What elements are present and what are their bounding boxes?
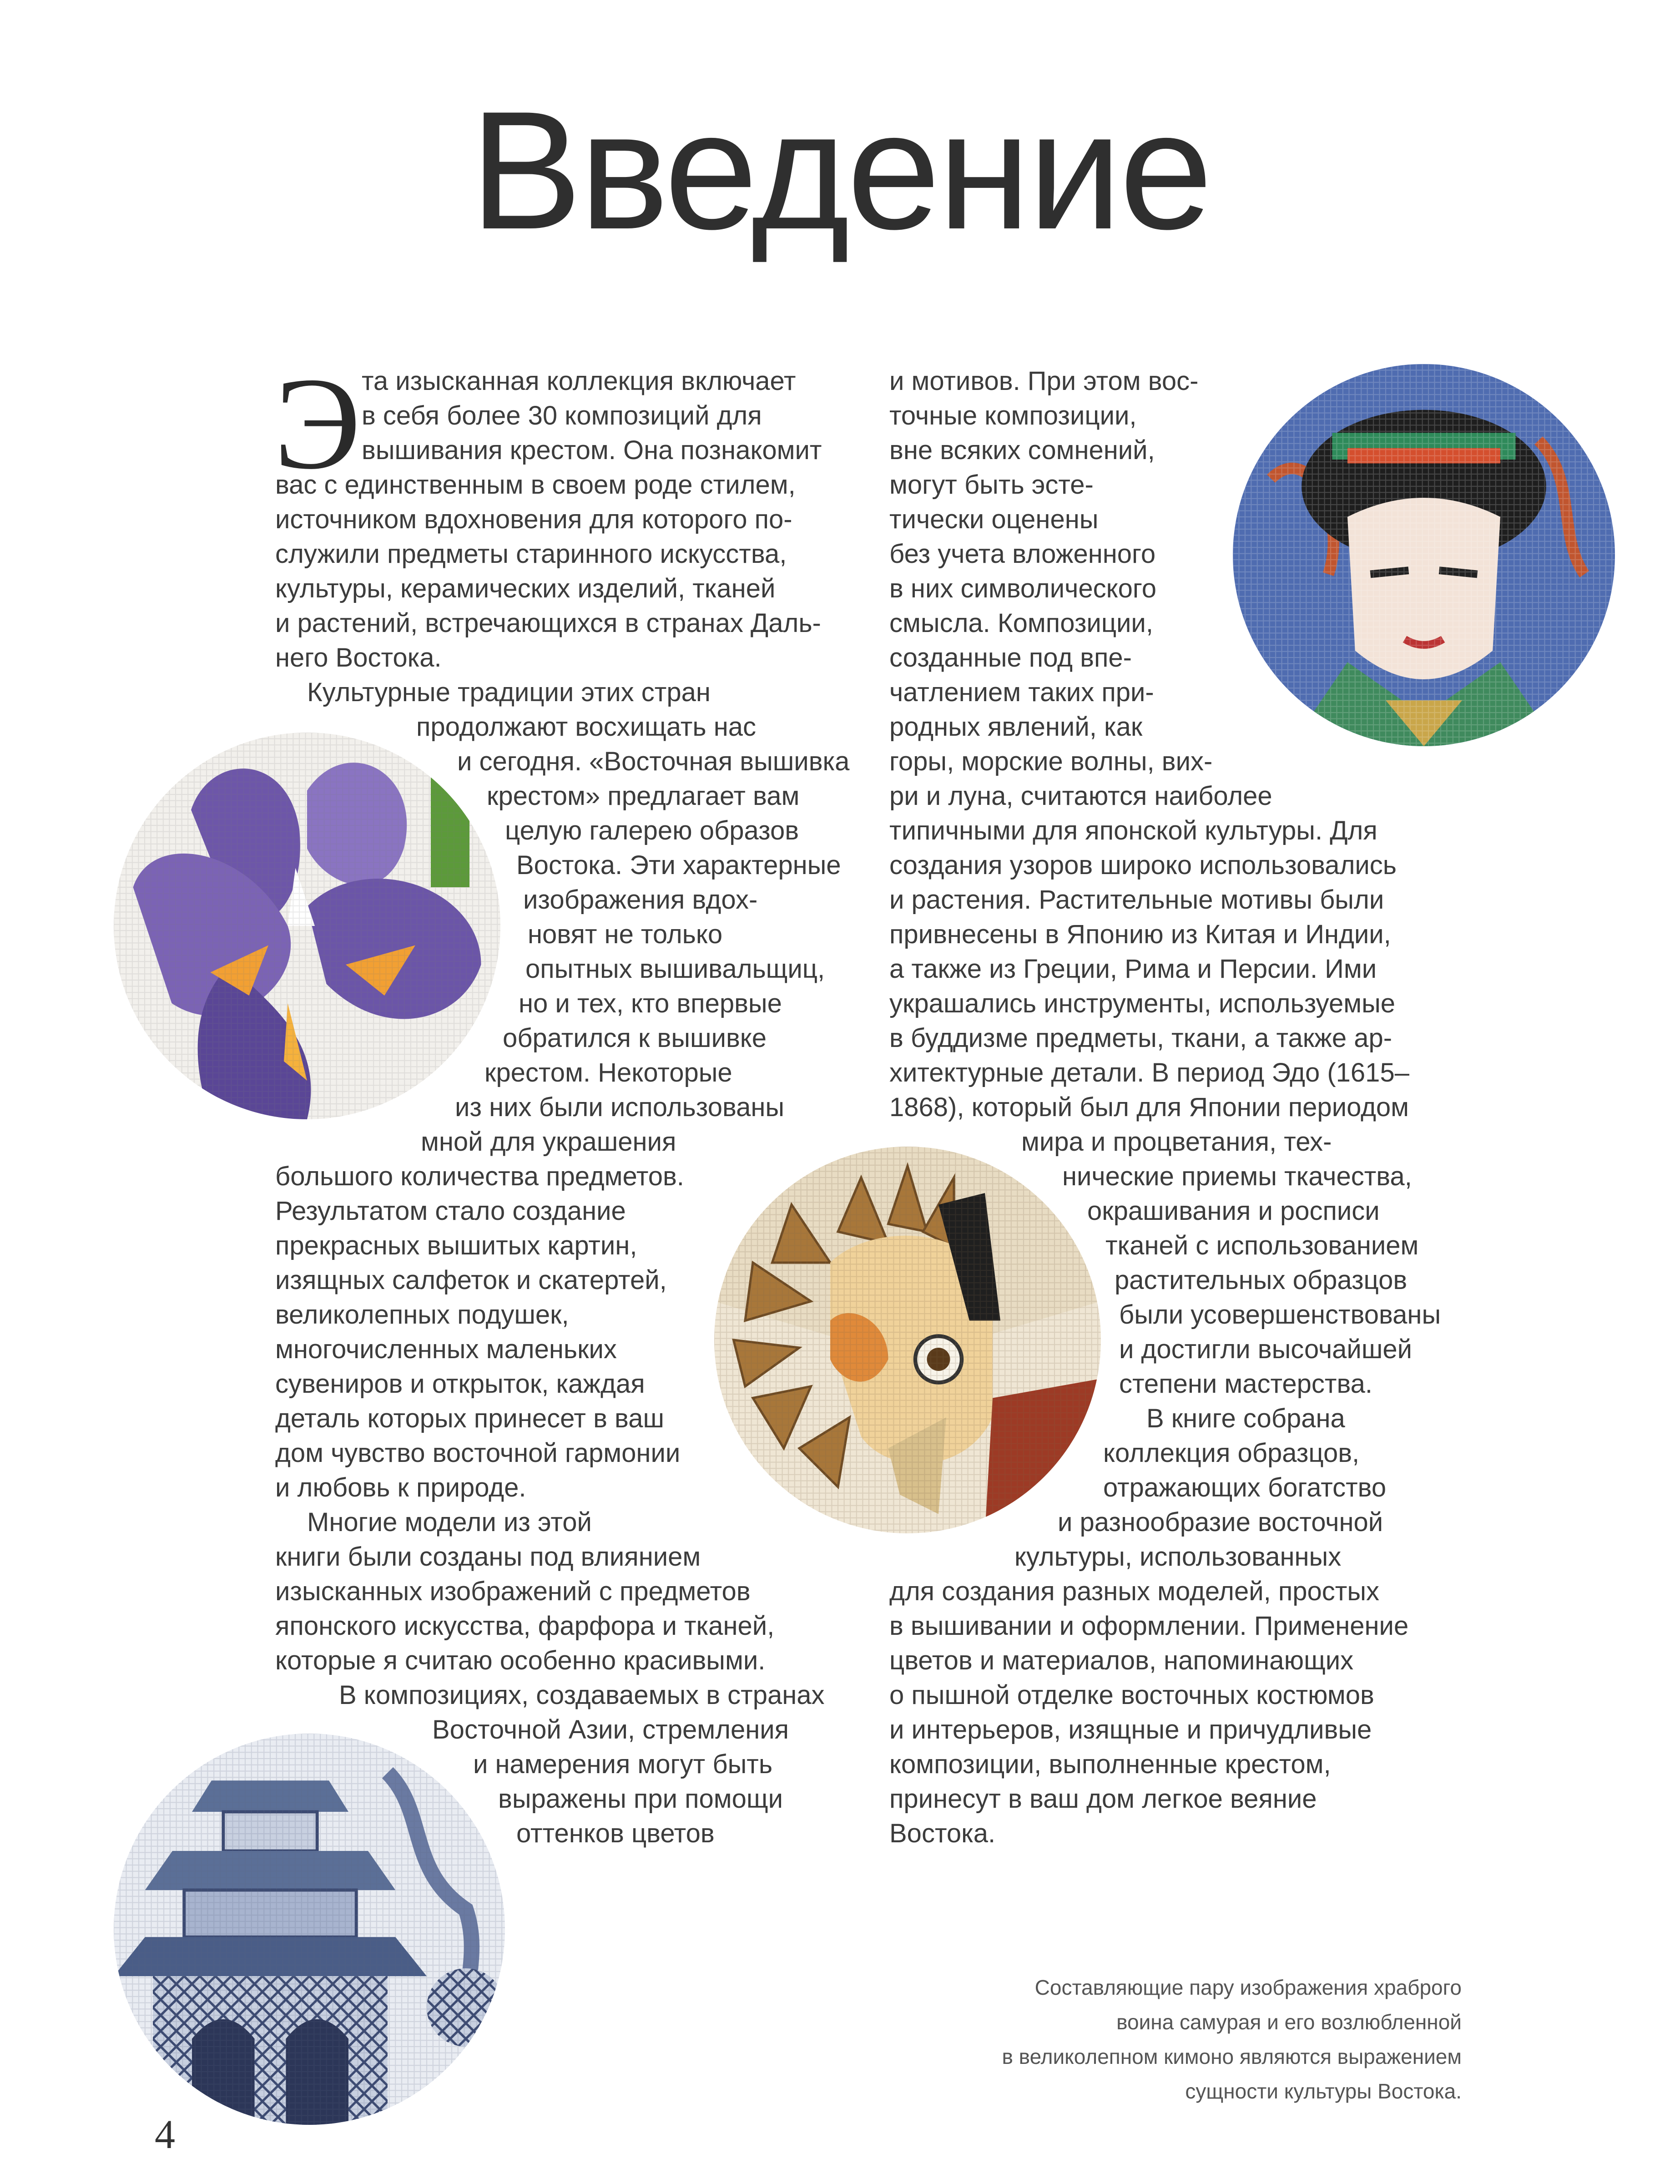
text-line: для создания разных моделей, простых xyxy=(889,1577,1380,1606)
text-line: и сегодня. «Восточная вышивка xyxy=(457,747,850,776)
text-line: нические приемы ткачества, xyxy=(1062,1162,1412,1191)
text-line: крестом. Некоторые xyxy=(484,1058,732,1087)
text-line: и интерьеров, изящные и причудливые xyxy=(889,1715,1372,1744)
text-line: композиции, выполненные крестом, xyxy=(889,1749,1331,1779)
page-number: 4 xyxy=(155,2112,175,2157)
text-line: выражены при помощи xyxy=(498,1784,783,1814)
image-caption xyxy=(893,1970,1462,2108)
text-line: окрашивания и росписи xyxy=(1087,1196,1380,1226)
text-line: вас с единственным в своем роде стилем, xyxy=(275,470,796,500)
text-line: которые я считаю особенно красивыми. xyxy=(275,1646,766,1675)
text-line: и мотивов. При этом вос- xyxy=(889,366,1199,396)
text-line: коллекция образцов, xyxy=(1103,1438,1360,1468)
drop-cap: Э xyxy=(274,350,361,496)
text-line: мной для украшения xyxy=(421,1127,676,1157)
text-line: вышивания крестом. Она познакомит xyxy=(362,435,822,465)
text-line: 1868), который был для Японии периодом xyxy=(889,1092,1409,1122)
text-line: в буддизме предметы, ткани, а также ар- xyxy=(889,1023,1392,1053)
text-line: цветов и материалов, напоминающих xyxy=(889,1646,1354,1675)
text-line: культуры, использованных xyxy=(1014,1542,1342,1572)
caption-line: воина самурая и его возлюбленной xyxy=(1116,2010,1462,2034)
text-line: обратился к вышивке xyxy=(503,1023,767,1053)
pagoda-embroidery-image xyxy=(114,1734,505,2125)
text-line: смысла. Композиции, xyxy=(889,608,1153,638)
text-line: источником вдохновения для которого по- xyxy=(275,505,792,534)
text-line: изображения вдох- xyxy=(523,885,758,915)
text-line: продолжают восхищать нас xyxy=(416,712,756,742)
text-line: типичными для японской культуры. Для xyxy=(889,816,1377,845)
text-line: без учета вложенного xyxy=(889,539,1156,569)
text-line: книги были созданы под влиянием xyxy=(275,1542,701,1572)
text-line: и любовь к природе. xyxy=(275,1473,526,1502)
text-line: культуры, керамических изделий, тканей xyxy=(275,574,776,603)
iris-embroidery-image xyxy=(114,733,500,1119)
text-line: та изысканная коллекция включает xyxy=(362,366,796,396)
text-line: вне всяких сомнений, xyxy=(889,435,1155,465)
text-line: отражающих богатство xyxy=(1103,1473,1387,1502)
text-line: японского искусства, фарфора и тканей, xyxy=(275,1611,775,1641)
text-line: изящных салфеток и скатертей, xyxy=(275,1265,667,1295)
text-line: тически оценены xyxy=(889,505,1099,534)
text-line: мира и процветания, тех- xyxy=(1021,1127,1332,1157)
text-line: служили предметы старинного искусства, xyxy=(275,539,787,569)
text-line: принесут в ваш дом легкое веяние xyxy=(889,1784,1317,1814)
text-line: украшались инструменты, используемые xyxy=(889,989,1396,1018)
text-line: точные композиции, xyxy=(889,401,1137,430)
text-line: и растения. Растительные мотивы были xyxy=(889,885,1384,915)
text-line: из них были использованы xyxy=(455,1092,785,1122)
text-line: а также из Греции, Рима и Персии. Ими xyxy=(889,954,1377,984)
text-line: родных явлений, как xyxy=(889,712,1143,742)
text-line: о пышной отделке восточных костюмов xyxy=(889,1680,1374,1710)
text-line: были усовершенствованы xyxy=(1119,1300,1441,1330)
text-line: могут быть эсте- xyxy=(889,470,1094,500)
text-line: и растений, встречающихся в странах Даль- xyxy=(275,608,821,638)
text-line: Востока. Эти характерные xyxy=(516,850,841,880)
text-line: в них символического xyxy=(889,574,1157,603)
text-line: хитектурные детали. В период Эдо (1615– xyxy=(889,1058,1409,1087)
text-line: В книге собрана xyxy=(1146,1404,1345,1433)
samurai-embroidery-image xyxy=(714,1147,1101,1533)
text-line: Восточной Азии, стремления xyxy=(432,1715,789,1744)
text-line: сувениров и открыток, каждая xyxy=(275,1369,645,1399)
text-line: тканей с использованием xyxy=(1105,1231,1419,1260)
text-line: него Востока. xyxy=(275,643,442,672)
text-line: Многие модели из этой xyxy=(307,1507,592,1537)
text-line: ри и луна, считаются наиболее xyxy=(889,781,1272,811)
text-line: в вышивании и оформлении. Применение xyxy=(889,1611,1409,1641)
caption-line: Составляющие пару изображения храброго xyxy=(1034,1976,1462,1999)
text-line: горы, морские волны, вих- xyxy=(889,747,1213,776)
text-line: изысканных изображений с предметов xyxy=(275,1577,751,1606)
text-line: степени мастерства. xyxy=(1119,1369,1373,1399)
text-line: оттенков цветов xyxy=(516,1819,715,1848)
text-line: Результатом стало создание xyxy=(275,1196,626,1226)
text-line: и намерения могут быть xyxy=(473,1749,773,1779)
text-line: Востока. xyxy=(889,1819,996,1848)
text-line: многочисленных маленьких xyxy=(275,1335,617,1364)
text-line: большого количества предметов. xyxy=(275,1162,684,1191)
text-line: и разнообразие восточной xyxy=(1058,1507,1383,1537)
geisha-embroidery-image xyxy=(1233,364,1615,746)
text-line: но и тех, кто впервые xyxy=(519,989,782,1018)
text-line: В композициях, создаваемых в странах xyxy=(339,1680,825,1710)
text-line: дом чувство восточной гармонии xyxy=(275,1438,681,1468)
text-line: Культурные традиции этих стран xyxy=(307,677,711,707)
text-line: деталь которых принесет в ваш xyxy=(275,1404,664,1433)
text-line: прекрасных вышитых картин, xyxy=(275,1231,637,1260)
text-line: великолепных подушек, xyxy=(275,1300,569,1330)
text-line: целую галерею образов xyxy=(505,816,799,845)
text-line: опытных вышивальщиц, xyxy=(525,954,825,984)
text-line: растительных образцов xyxy=(1115,1265,1408,1295)
text-line: в себя более 30 композиций для xyxy=(362,401,762,430)
page-title: Введение xyxy=(469,76,1211,264)
text-line: чатлением таких при- xyxy=(889,677,1154,707)
text-line: создания узоров широко использовались xyxy=(889,850,1397,880)
text-line: и достигли высочайшей xyxy=(1119,1335,1413,1364)
text-line: новят не только xyxy=(528,920,723,949)
caption-line: сущности культуры Востока. xyxy=(1185,2079,1462,2103)
text-line: привнесены в Японию из Китая и Индии, xyxy=(889,920,1391,949)
caption-line: в великолепном кимоно являются выражением xyxy=(1002,2045,1462,2068)
text-line: крестом» предлагает вам xyxy=(487,781,800,811)
text-line: созданные под впе- xyxy=(889,643,1132,672)
